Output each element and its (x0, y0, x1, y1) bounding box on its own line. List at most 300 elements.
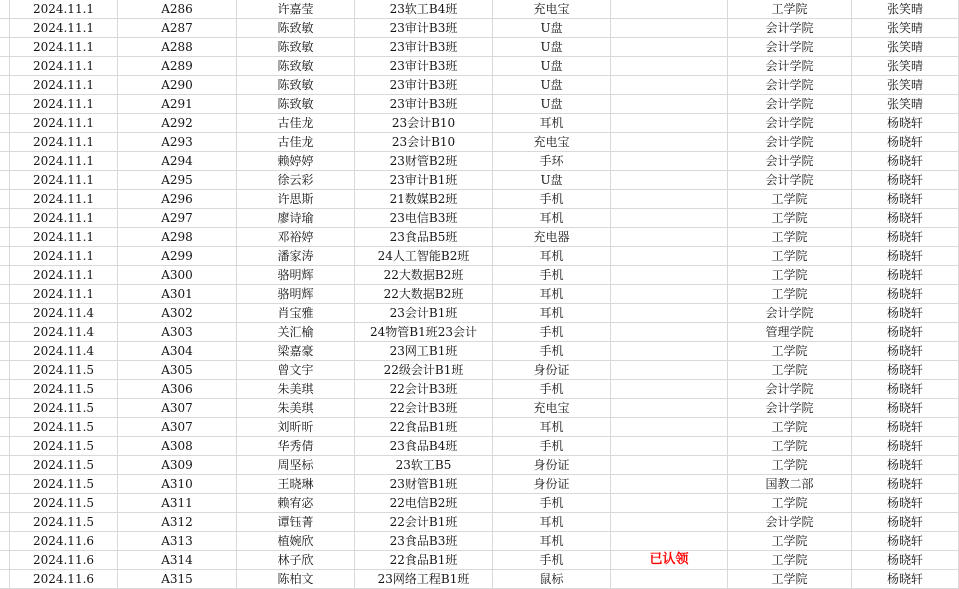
table-row (0, 285, 959, 304)
cell-class[interactable]: 22大数据B2班 (355, 266, 493, 285)
cell-date[interactable]: 2024.11.5 (10, 513, 118, 532)
cell-handler[interactable]: 杨晓轩 (852, 209, 959, 228)
cell-class[interactable]: 23审计B3班 (355, 19, 493, 38)
cell-handler[interactable]: 杨晓轩 (852, 456, 959, 475)
cell-edge[interactable] (0, 133, 10, 152)
cell-handler[interactable]: 杨晓轩 (852, 285, 959, 304)
cell-id[interactable]: A298 (118, 228, 237, 247)
cell-item[interactable]: 充电宝 (493, 399, 611, 418)
cell-item[interactable]: 耳机 (493, 513, 611, 532)
cell-name[interactable]: 陈柏文 (237, 570, 355, 589)
cell-name[interactable]: 陈致敏 (237, 38, 355, 57)
cell-edge[interactable] (0, 551, 10, 570)
cell-handler[interactable]: 杨晓轩 (852, 342, 959, 361)
cell-handler[interactable]: 杨晓轩 (852, 361, 959, 380)
cell-name[interactable]: 古佳龙 (237, 133, 355, 152)
cell-name[interactable]: 华秀倩 (237, 437, 355, 456)
cell-college[interactable]: 会计学院 (728, 114, 852, 133)
cell-class[interactable]: 23财管B2班 (355, 152, 493, 171)
cell-id[interactable]: A305 (118, 361, 237, 380)
cell-handler[interactable]: 杨晓轩 (852, 190, 959, 209)
cell-date[interactable]: 2024.11.1 (10, 0, 118, 19)
cell-class[interactable]: 23会计B1班 (355, 304, 493, 323)
cell-date[interactable]: 2024.11.5 (10, 380, 118, 399)
cell-name[interactable]: 刘昕昕 (237, 418, 355, 437)
cell-date[interactable]: 2024.11.4 (10, 323, 118, 342)
cell-edge[interactable] (0, 19, 10, 38)
cell-college[interactable]: 会计学院 (728, 76, 852, 95)
cell-name[interactable]: 王晓琳 (237, 475, 355, 494)
cell-item[interactable]: 耳机 (493, 304, 611, 323)
cell-edge[interactable] (0, 380, 10, 399)
cell-date[interactable]: 2024.11.1 (10, 228, 118, 247)
cell-name[interactable]: 陈致敏 (237, 57, 355, 76)
cell-date[interactable]: 2024.11.1 (10, 76, 118, 95)
cell-class[interactable]: 22大数据B2班 (355, 285, 493, 304)
cell-remark[interactable] (611, 380, 728, 399)
table-row (0, 494, 959, 513)
table-row (0, 342, 959, 361)
cell-class[interactable]: 23会计B10 (355, 133, 493, 152)
cell-college[interactable]: 工学院 (728, 190, 852, 209)
cell-id[interactable]: A308 (118, 437, 237, 456)
cell-college[interactable]: 工学院 (728, 437, 852, 456)
cell-handler[interactable]: 杨晓轩 (852, 551, 959, 570)
table-row (0, 19, 959, 38)
cell-date[interactable]: 2024.11.6 (10, 532, 118, 551)
cell-id[interactable]: A303 (118, 323, 237, 342)
table-row (0, 399, 959, 418)
cell-id[interactable]: A300 (118, 266, 237, 285)
cell-remark[interactable] (611, 190, 728, 209)
cell-college[interactable]: 工学院 (728, 551, 852, 570)
cell-edge[interactable] (0, 266, 10, 285)
cell-edge[interactable] (0, 57, 10, 76)
cell-edge[interactable] (0, 323, 10, 342)
cell-date[interactable]: 2024.11.1 (10, 171, 118, 190)
cell-remark[interactable] (611, 304, 728, 323)
cell-date[interactable]: 2024.11.1 (10, 114, 118, 133)
cell-name[interactable]: 古佳龙 (237, 114, 355, 133)
cell-id[interactable]: A314 (118, 551, 237, 570)
cell-edge[interactable] (0, 494, 10, 513)
cell-class[interactable]: 23网工B1班 (355, 342, 493, 361)
table-row (0, 190, 959, 209)
table-row (0, 0, 959, 19)
cell-date[interactable]: 2024.11.1 (10, 209, 118, 228)
cell-item[interactable]: 手机 (493, 266, 611, 285)
cell-remark[interactable] (611, 285, 728, 304)
table-row (0, 456, 959, 475)
cell-date[interactable]: 2024.11.5 (10, 361, 118, 380)
cell-class[interactable]: 22级会计B1班 (355, 361, 493, 380)
cell-name[interactable]: 陈致敏 (237, 76, 355, 95)
cell-remark[interactable] (611, 570, 728, 589)
cell-id[interactable]: A306 (118, 380, 237, 399)
cell-handler[interactable]: 杨晓轩 (852, 475, 959, 494)
cell-college[interactable]: 会计学院 (728, 304, 852, 323)
cell-college[interactable]: 工学院 (728, 228, 852, 247)
cell-name[interactable]: 廖诗瑜 (237, 209, 355, 228)
cell-date[interactable]: 2024.11.6 (10, 551, 118, 570)
cell-class[interactable]: 23电信B3班 (355, 209, 493, 228)
cell-handler[interactable]: 杨晓轩 (852, 228, 959, 247)
cell-remark[interactable] (611, 57, 728, 76)
cell-name[interactable]: 关汇榆 (237, 323, 355, 342)
cell-handler[interactable]: 张笑晴 (852, 0, 959, 19)
cell-edge[interactable] (0, 418, 10, 437)
cell-item[interactable]: 手机 (493, 380, 611, 399)
cell-edge[interactable] (0, 285, 10, 304)
cell-remark[interactable] (611, 494, 728, 513)
cell-edge[interactable] (0, 532, 10, 551)
cell-college[interactable]: 工学院 (728, 285, 852, 304)
cell-college[interactable]: 会计学院 (728, 133, 852, 152)
cell-id[interactable]: A290 (118, 76, 237, 95)
cell-item[interactable]: 充电器 (493, 228, 611, 247)
cell-college[interactable]: 会计学院 (728, 380, 852, 399)
cell-date[interactable]: 2024.11.5 (10, 456, 118, 475)
cell-class[interactable]: 23会计B10 (355, 114, 493, 133)
cell-name[interactable]: 骆明辉 (237, 266, 355, 285)
cell-college[interactable]: 会计学院 (728, 38, 852, 57)
cell-class[interactable]: 22食品B1班 (355, 418, 493, 437)
cell-edge[interactable] (0, 513, 10, 532)
cell-date[interactable]: 2024.11.4 (10, 342, 118, 361)
cell-college[interactable]: 会计学院 (728, 171, 852, 190)
cell-id[interactable]: A287 (118, 19, 237, 38)
cell-handler[interactable]: 张笑晴 (852, 76, 959, 95)
cell-date[interactable]: 2024.11.1 (10, 152, 118, 171)
table-row (0, 171, 959, 190)
cell-college[interactable]: 工学院 (728, 532, 852, 551)
cell-college[interactable]: 会计学院 (728, 19, 852, 38)
cell-item[interactable]: 身份证 (493, 361, 611, 380)
cell-class[interactable]: 23审计B3班 (355, 76, 493, 95)
cell-name[interactable]: 曾文宇 (237, 361, 355, 380)
cell-id[interactable]: A315 (118, 570, 237, 589)
cell-date[interactable]: 2024.11.1 (10, 19, 118, 38)
cell-remark[interactable] (611, 513, 728, 532)
cell-edge[interactable] (0, 152, 10, 171)
cell-handler[interactable]: 杨晓轩 (852, 380, 959, 399)
cell-item[interactable]: U盘 (493, 38, 611, 57)
cell-date[interactable]: 2024.11.1 (10, 38, 118, 57)
cell-date[interactable]: 2024.11.5 (10, 418, 118, 437)
cell-id[interactable]: A301 (118, 285, 237, 304)
cell-class[interactable]: 23食品B4班 (355, 437, 493, 456)
cell-class[interactable]: 22会计B1班 (355, 513, 493, 532)
cell-date[interactable]: 2024.11.4 (10, 304, 118, 323)
cell-item[interactable]: 充电宝 (493, 0, 611, 19)
cell-college[interactable]: 会计学院 (728, 95, 852, 114)
cell-handler[interactable]: 杨晓轩 (852, 513, 959, 532)
cell-remark[interactable] (611, 133, 728, 152)
cell-handler[interactable]: 张笑晴 (852, 38, 959, 57)
cell-date[interactable]: 2024.11.6 (10, 570, 118, 589)
cell-id[interactable]: A304 (118, 342, 237, 361)
cell-college[interactable]: 工学院 (728, 266, 852, 285)
cell-class[interactable]: 24物管B1班23会计 (355, 323, 493, 342)
cell-college[interactable]: 工学院 (728, 456, 852, 475)
cell-class[interactable]: 23软工B5 (355, 456, 493, 475)
table-row (0, 418, 959, 437)
cell-name[interactable]: 赖婷婷 (237, 152, 355, 171)
table-row (0, 361, 959, 380)
table-row (0, 247, 959, 266)
cell-edge[interactable] (0, 361, 10, 380)
cell-remark[interactable] (611, 437, 728, 456)
cell-edge[interactable] (0, 171, 10, 190)
cell-item[interactable]: 身份证 (493, 456, 611, 475)
cell-remark[interactable] (611, 209, 728, 228)
cell-edge[interactable] (0, 190, 10, 209)
cell-remark[interactable] (611, 266, 728, 285)
table-row (0, 323, 959, 342)
cell-item[interactable]: U盘 (493, 57, 611, 76)
cell-date[interactable]: 2024.11.5 (10, 475, 118, 494)
cell-id[interactable]: A309 (118, 456, 237, 475)
cell-class[interactable]: 23食品B3班 (355, 532, 493, 551)
cell-remark[interactable] (611, 95, 728, 114)
cell-handler[interactable]: 杨晓轩 (852, 247, 959, 266)
cell-id[interactable]: A299 (118, 247, 237, 266)
cell-id[interactable]: A307 (118, 399, 237, 418)
cell-edge[interactable] (0, 38, 10, 57)
cell-item[interactable]: U盘 (493, 95, 611, 114)
table-row (0, 532, 959, 551)
cell-remark[interactable] (611, 171, 728, 190)
cell-name[interactable]: 邓裕婷 (237, 228, 355, 247)
cell-handler[interactable]: 杨晓轩 (852, 437, 959, 456)
cell-college[interactable]: 工学院 (728, 361, 852, 380)
cell-class[interactable]: 22电信B2班 (355, 494, 493, 513)
cell-name[interactable]: 周坚标 (237, 456, 355, 475)
cell-handler[interactable]: 杨晓轩 (852, 304, 959, 323)
cell-college[interactable]: 国教二部 (728, 475, 852, 494)
cell-remark[interactable] (611, 247, 728, 266)
cell-class[interactable]: 24人工智能B2班 (355, 247, 493, 266)
cell-id[interactable]: A307 (118, 418, 237, 437)
cell-remark[interactable] (611, 0, 728, 19)
cell-edge[interactable] (0, 304, 10, 323)
cell-remark[interactable] (611, 342, 728, 361)
cell-item[interactable]: 手机 (493, 551, 611, 570)
cell-handler[interactable]: 杨晓轩 (852, 532, 959, 551)
cell-class[interactable]: 23审计B3班 (355, 95, 493, 114)
cell-remark[interactable] (611, 456, 728, 475)
cell-college[interactable]: 工学院 (728, 0, 852, 19)
cell-item[interactable]: 耳机 (493, 285, 611, 304)
cell-remark[interactable] (611, 19, 728, 38)
cell-college[interactable]: 工学院 (728, 247, 852, 266)
cell-name[interactable]: 陈致敏 (237, 19, 355, 38)
cell-handler[interactable]: 张笑晴 (852, 57, 959, 76)
table-row (0, 304, 959, 323)
table-row (0, 95, 959, 114)
table-row (0, 266, 959, 285)
cell-name[interactable]: 肖宝雅 (237, 304, 355, 323)
cell-item[interactable]: 手机 (493, 323, 611, 342)
cell-name[interactable]: 朱美琪 (237, 399, 355, 418)
cell-id[interactable]: A288 (118, 38, 237, 57)
table-row (0, 209, 959, 228)
cell-remark[interactable] (611, 152, 728, 171)
cell-handler[interactable]: 杨晓轩 (852, 494, 959, 513)
cell-remark[interactable] (611, 38, 728, 57)
cell-id[interactable]: A291 (118, 95, 237, 114)
cell-id[interactable]: A286 (118, 0, 237, 19)
cell-handler[interactable]: 杨晓轩 (852, 171, 959, 190)
cell-id[interactable]: A313 (118, 532, 237, 551)
cell-date[interactable]: 2024.11.1 (10, 95, 118, 114)
cell-item[interactable]: U盘 (493, 76, 611, 95)
cell-edge[interactable] (0, 475, 10, 494)
cell-edge[interactable] (0, 456, 10, 475)
cell-remark[interactable] (611, 114, 728, 133)
cell-remark[interactable] (611, 361, 728, 380)
cell-handler[interactable]: 杨晓轩 (852, 399, 959, 418)
cell-college[interactable]: 管理学院 (728, 323, 852, 342)
cell-date[interactable]: 2024.11.5 (10, 494, 118, 513)
cell-edge[interactable] (0, 95, 10, 114)
cell-item[interactable]: 耳机 (493, 532, 611, 551)
cell-id[interactable]: A293 (118, 133, 237, 152)
cell-remark[interactable] (611, 532, 728, 551)
cell-class[interactable]: 23审计B1班 (355, 171, 493, 190)
cell-item[interactable]: 充电宝 (493, 133, 611, 152)
cell-class[interactable]: 21数媒B2班 (355, 190, 493, 209)
cell-edge[interactable] (0, 342, 10, 361)
cell-edge[interactable] (0, 209, 10, 228)
cell-name[interactable]: 谭钰菁 (237, 513, 355, 532)
cell-name[interactable]: 潘家涛 (237, 247, 355, 266)
cell-handler[interactable]: 杨晓轩 (852, 570, 959, 589)
table-row (0, 114, 959, 133)
cell-name[interactable]: 陈致敏 (237, 95, 355, 114)
cell-name[interactable]: 赖宥宓 (237, 494, 355, 513)
cell-id[interactable]: A295 (118, 171, 237, 190)
cell-handler[interactable]: 杨晓轩 (852, 418, 959, 437)
cell-id[interactable]: A310 (118, 475, 237, 494)
cell-edge[interactable] (0, 76, 10, 95)
cell-date[interactable]: 2024.11.1 (10, 285, 118, 304)
cell-date[interactable]: 2024.11.1 (10, 57, 118, 76)
cell-date[interactable]: 2024.11.1 (10, 247, 118, 266)
cell-remark[interactable] (611, 323, 728, 342)
cell-college[interactable]: 工学院 (728, 209, 852, 228)
cell-item[interactable]: 耳机 (493, 247, 611, 266)
cell-remark[interactable] (611, 76, 728, 95)
cell-date[interactable]: 2024.11.1 (10, 190, 118, 209)
cell-class[interactable]: 23网络工程B1班 (355, 570, 493, 589)
cell-item[interactable]: U盘 (493, 171, 611, 190)
cell-id[interactable]: A312 (118, 513, 237, 532)
cell-name[interactable]: 徐云彩 (237, 171, 355, 190)
cell-college[interactable]: 工学院 (728, 570, 852, 589)
cell-item[interactable]: 手机 (493, 190, 611, 209)
cell-handler[interactable]: 杨晓轩 (852, 266, 959, 285)
cell-class[interactable]: 23审计B3班 (355, 57, 493, 76)
cell-id[interactable]: A297 (118, 209, 237, 228)
cell-id[interactable]: A302 (118, 304, 237, 323)
cell-edge[interactable] (0, 399, 10, 418)
cell-class[interactable]: 23财管B1班 (355, 475, 493, 494)
cell-handler[interactable]: 杨晓轩 (852, 133, 959, 152)
cell-item[interactable]: 耳机 (493, 114, 611, 133)
cell-handler[interactable]: 杨晓轩 (852, 323, 959, 342)
cell-id[interactable]: A296 (118, 190, 237, 209)
cell-item[interactable]: 鼠标 (493, 570, 611, 589)
cell-college[interactable]: 会计学院 (728, 152, 852, 171)
cell-college[interactable]: 会计学院 (728, 513, 852, 532)
cell-handler[interactable]: 杨晓轩 (852, 114, 959, 133)
cell-edge[interactable] (0, 114, 10, 133)
cell-item[interactable]: 耳机 (493, 418, 611, 437)
cell-handler[interactable]: 张笑晴 (852, 19, 959, 38)
cell-class[interactable]: 23食品B5班 (355, 228, 493, 247)
cell-class[interactable]: 22食品B1班 (355, 551, 493, 570)
cell-name[interactable]: 骆明辉 (237, 285, 355, 304)
table-row (0, 551, 959, 570)
cell-name[interactable]: 梁嘉豪 (237, 342, 355, 361)
cell-id[interactable]: A289 (118, 57, 237, 76)
cell-date[interactable]: 2024.11.5 (10, 437, 118, 456)
cell-handler[interactable]: 张笑晴 (852, 95, 959, 114)
cell-remark[interactable] (611, 418, 728, 437)
cell-remark[interactable]: 已认领 (611, 551, 728, 570)
cell-college[interactable]: 工学院 (728, 418, 852, 437)
cell-name[interactable]: 植婉欣 (237, 532, 355, 551)
cell-name[interactable]: 朱美琪 (237, 380, 355, 399)
cell-name[interactable]: 许思斯 (237, 190, 355, 209)
cell-item[interactable]: 身份证 (493, 475, 611, 494)
cell-date[interactable]: 2024.11.5 (10, 399, 118, 418)
cell-item[interactable]: 手机 (493, 494, 611, 513)
cell-class[interactable]: 22会计B3班 (355, 380, 493, 399)
cell-class[interactable]: 23审计B3班 (355, 38, 493, 57)
cell-id[interactable]: A292 (118, 114, 237, 133)
cell-item[interactable]: U盘 (493, 19, 611, 38)
table-row (0, 152, 959, 171)
cell-date[interactable]: 2024.11.1 (10, 266, 118, 285)
cell-edge[interactable] (0, 247, 10, 266)
cell-remark[interactable] (611, 475, 728, 494)
cell-handler[interactable]: 杨晓轩 (852, 152, 959, 171)
cell-date[interactable]: 2024.11.1 (10, 133, 118, 152)
cell-edge[interactable] (0, 0, 10, 19)
cell-remark[interactable] (611, 228, 728, 247)
cell-college[interactable]: 会计学院 (728, 399, 852, 418)
cell-id[interactable]: A294 (118, 152, 237, 171)
cell-edge[interactable] (0, 228, 10, 247)
cell-name[interactable]: 林子欣 (237, 551, 355, 570)
cell-item[interactable]: 手机 (493, 342, 611, 361)
cell-edge[interactable] (0, 437, 10, 456)
cell-id[interactable]: A311 (118, 494, 237, 513)
cell-college[interactable]: 工学院 (728, 342, 852, 361)
cell-class[interactable]: 22会计B3班 (355, 399, 493, 418)
cell-edge[interactable] (0, 570, 10, 589)
cell-college[interactable]: 工学院 (728, 494, 852, 513)
cell-name[interactable]: 许嘉莹 (237, 0, 355, 19)
cell-item[interactable]: 手环 (493, 152, 611, 171)
cell-college[interactable]: 会计学院 (728, 57, 852, 76)
cell-item[interactable]: 手机 (493, 437, 611, 456)
cell-remark[interactable] (611, 399, 728, 418)
cell-class[interactable]: 23软工B4班 (355, 0, 493, 19)
cell-item[interactable]: 耳机 (493, 209, 611, 228)
